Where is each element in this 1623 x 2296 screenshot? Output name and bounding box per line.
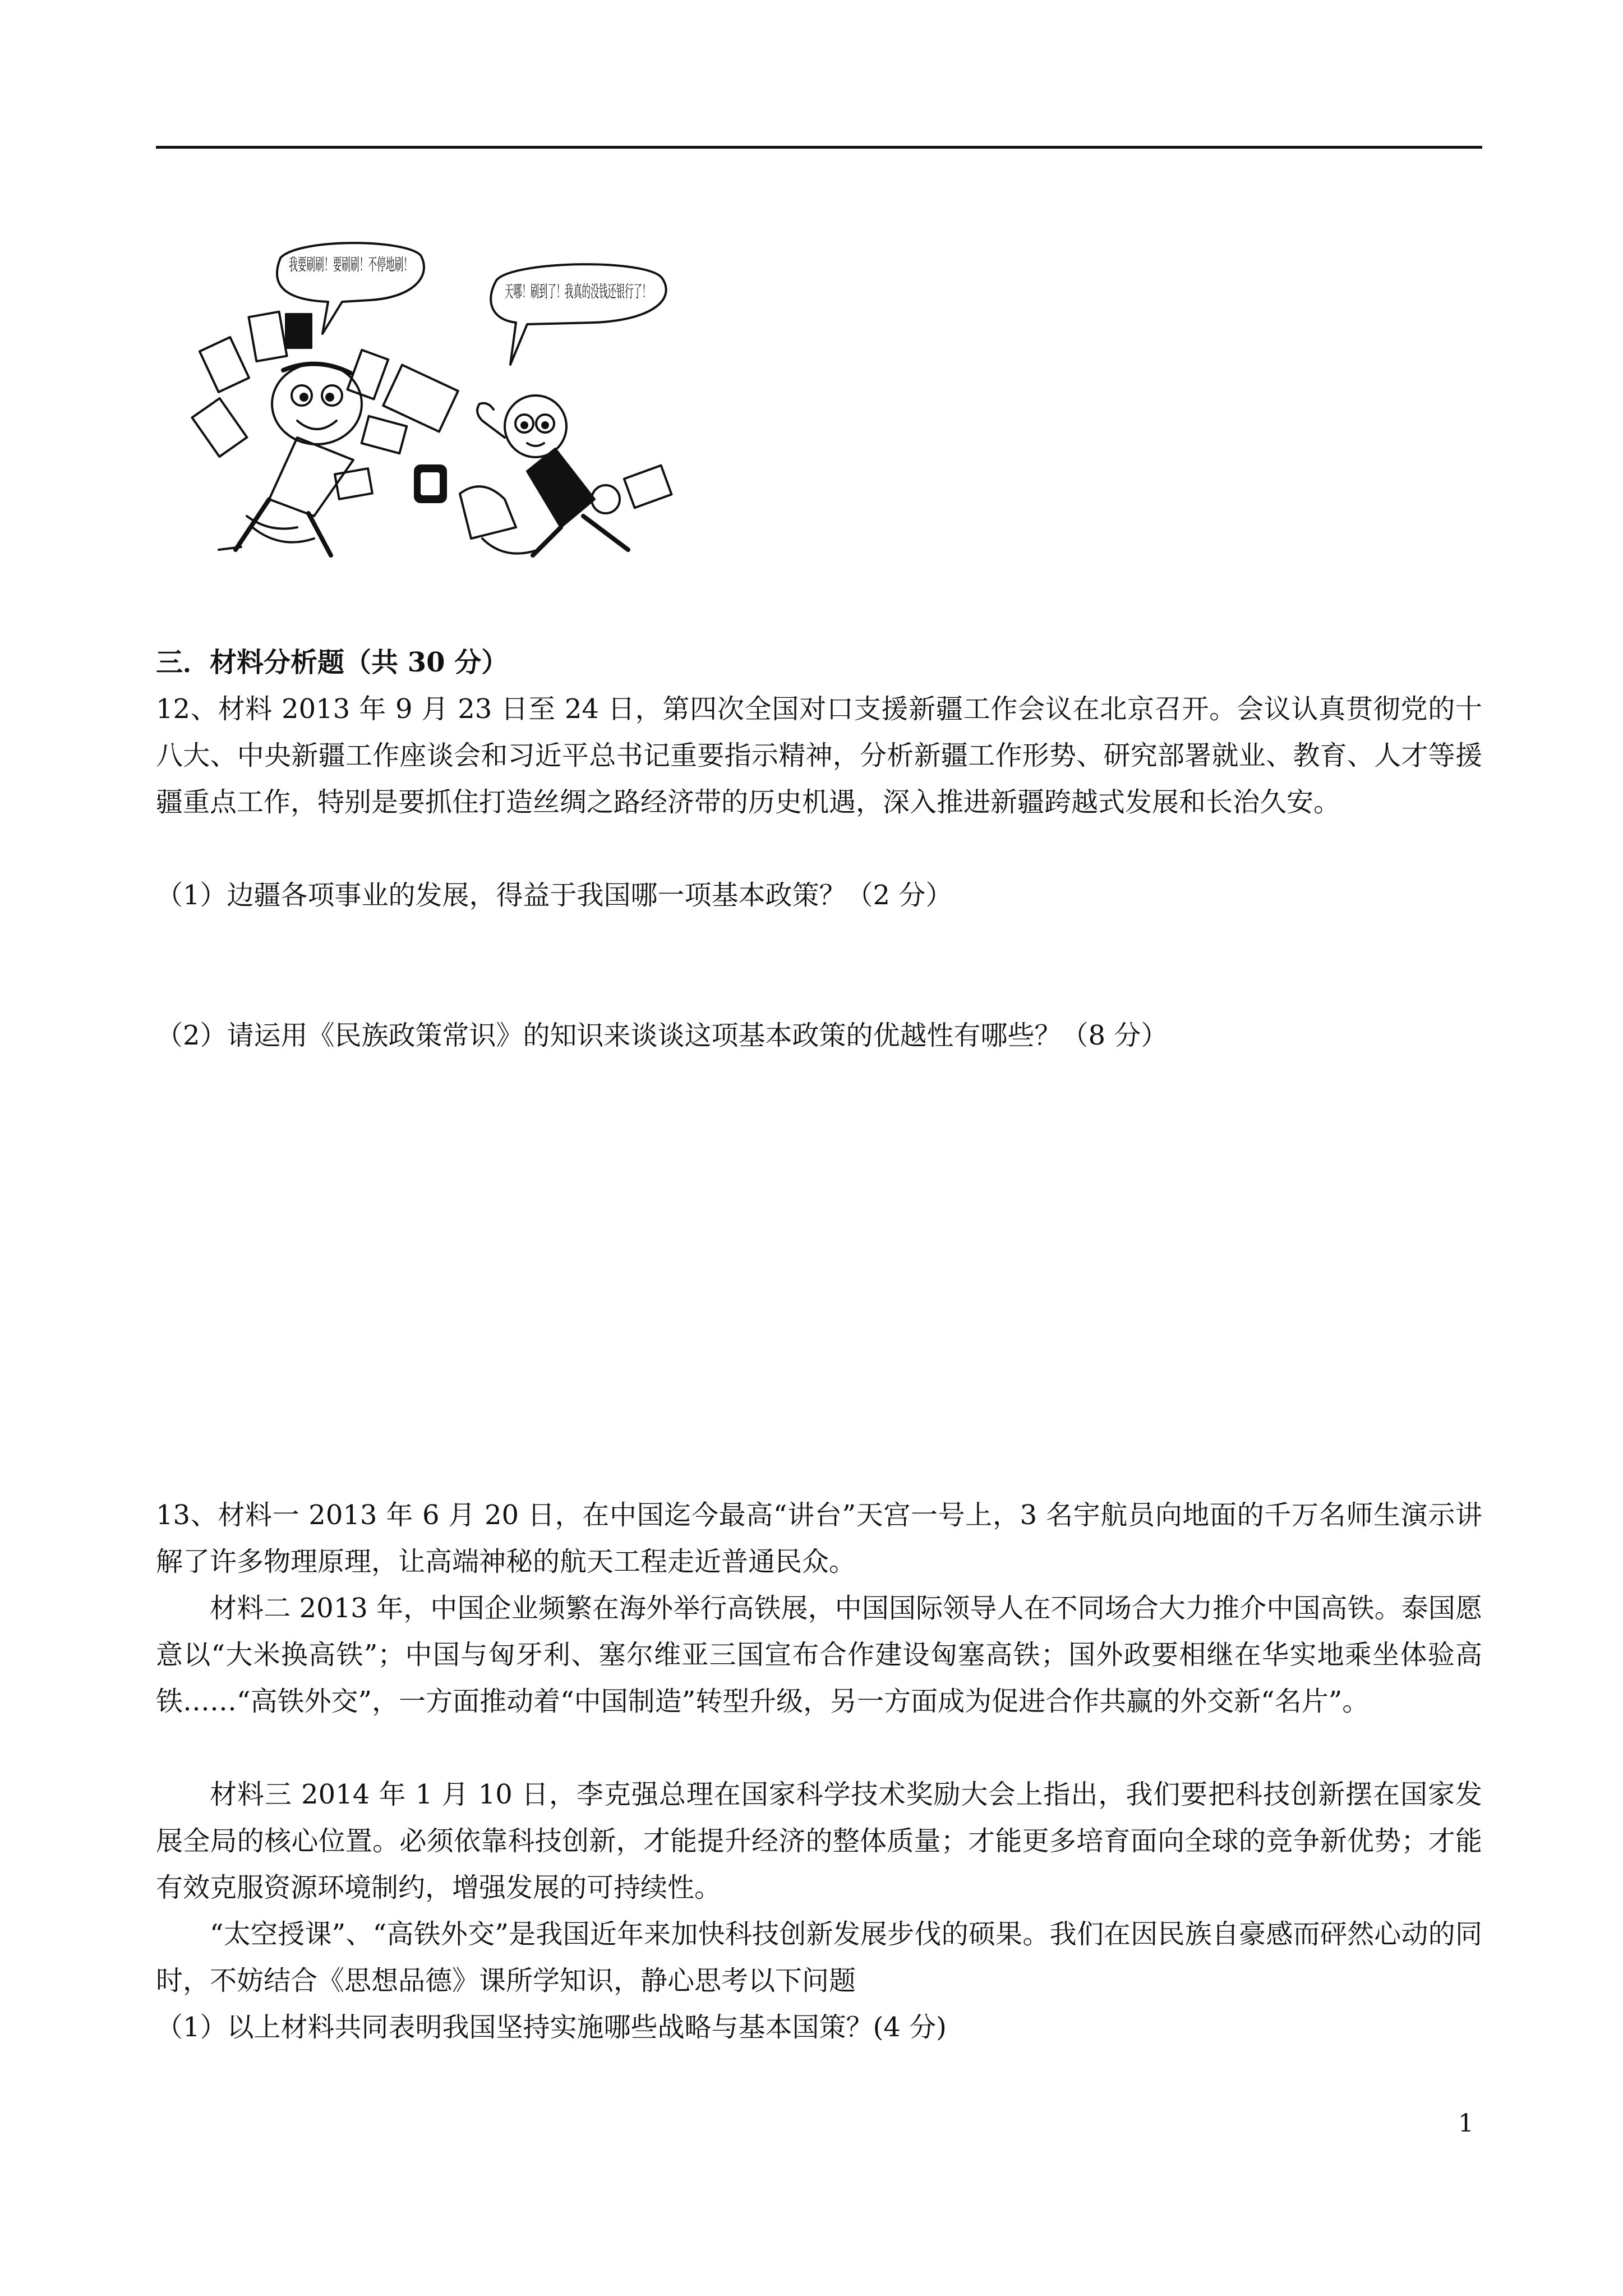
q13-material1: 13、材料一 2013 年 6 月 20 日，在中国迄今最高“讲台”天宫一号上，3 名宇航员向地面的千万名师生演示讲解了许多物理原理，让高端神秘的航天工程走近普通民众。 [156,1499,1482,1577]
q13-material3: 材料三 2014 年 1 月 10 日，李克强总理在国家科学技术奖励大会上指出，我们要把科技创新摆在国家发展全局的核心位置。必须依靠科技创新，才能提升经济的整体质量；才能更多培育面向全球的竞争新优势；才能有效克服资源环境制约，增强发展的可持续性。 [156,1779,1482,1903]
header-rule [156,146,1482,149]
page-number: 1 [1458,2109,1474,2138]
credit-card-cartoon [168,236,690,567]
q13-material2: 材料二 2013 年，中国企业频繁在海外举行高铁展，中国国际领导人在不同场合大力推介中国高铁。泰国愿意以“大米换高铁”；中国与匈牙利、塞尔维亚三国宣布合作建设匈塞高铁；国外政要相继在华实地乘坐体验高铁……“高铁外交”，一方面推动着“中国制造”转型升级，另一方面成为促进合作共赢的外交新“名片”。 [156,1593,1482,1717]
q12-sub2: （2）请运用《民族政策常识》的知识来谈谈这项基本政策的优越性有哪些？（8 分） [156,1020,1168,1051]
q12-material: 12、材料 2013 年 9 月 23 日至 24 日，第四次全国对口支援新疆工作会议在北京召开。会议认真贯彻党的十八大、中央新疆工作座谈会和习近平总书记重要指示精神，分析新疆工作形势、研究部署就业、教育、人才等援疆重点工作，特别是要抓住打造丝绸之路经济带的历史机遇，深入推进新疆跨越式发展和长治久安。 [156,693,1482,818]
cartoon-bubble-right-text: 天哪！刷到了！我真的没钱还银行了！ [505,282,651,302]
cartoon-bubble-left-text: 我要刷刷！要刷刷！不停地刷！ [289,255,412,275]
q13-sub1: （1）以上材料共同表明我国坚持实施哪些战略与基本国策？(4 分) [156,2012,947,2043]
section-title: 三．材料分析题（共 30 分） [156,647,509,678]
q12-sub1: （1）边疆各项事业的发展，得益于我国哪一项基本政策？（2 分） [156,880,953,911]
q13-intro: “太空授课”、“高铁外交”是我国近年来加快科技创新发展步伐的硕果。我们在因民族自豪感而砰然心动的同时，不妨结合《思想品德》课所学知识，静心思考以下问题 [156,1918,1482,1996]
